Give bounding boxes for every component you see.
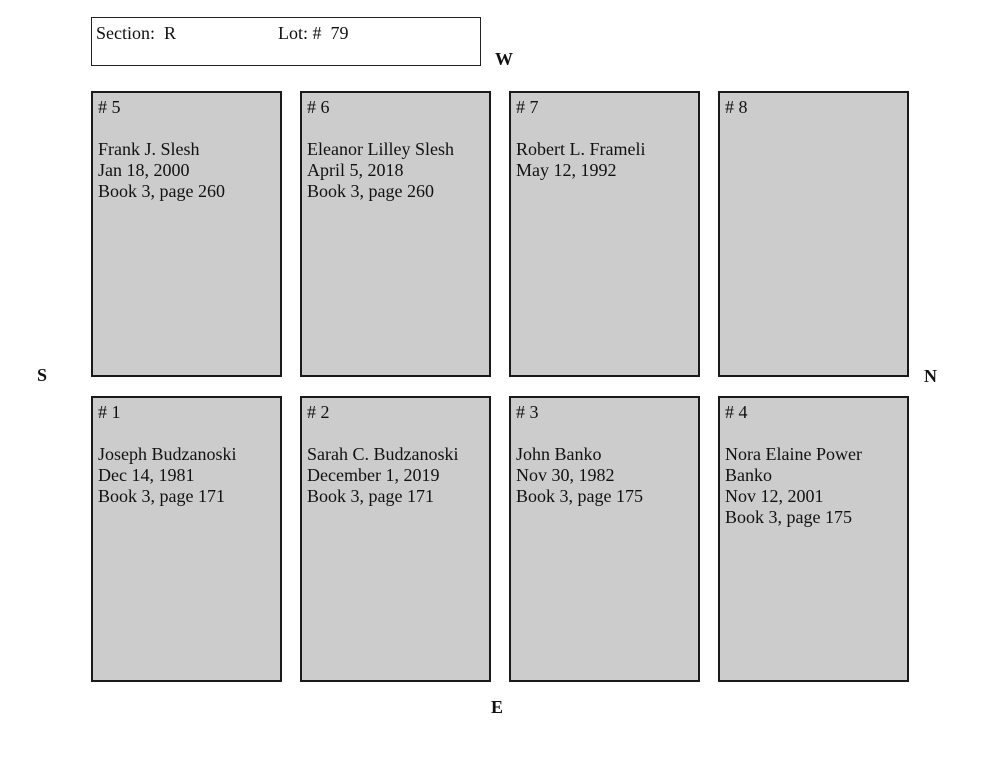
plot-number: # 1 [98,402,121,422]
plot-number: # 4 [725,402,748,422]
plot-number: # 7 [516,97,539,117]
compass-south-label: S [37,365,48,385]
plot-date: December 1, 2019 [307,465,440,485]
plot-number: # 6 [307,97,330,117]
lot-label: Lot: # 79 [278,23,349,43]
plot-book-ref: Book 3, page 175 [725,507,852,527]
plot-7[interactable] [509,91,700,377]
plot-name: John Banko [516,444,602,464]
section-label: Section: R [96,23,176,43]
plot-book-ref: Book 3, page 171 [307,486,434,506]
plot-book-ref: Book 3, page 175 [516,486,643,506]
plot-6[interactable] [300,91,491,377]
compass-north-label: N [924,366,937,386]
plot-date: April 5, 2018 [307,160,404,180]
compass-west-label: W [495,49,513,69]
plot-name-line-2: Banko [725,465,772,485]
plot-name: Frank J. Slesh [98,139,200,159]
plot-number: # 2 [307,402,330,422]
compass-east-label: E [491,697,504,717]
plot-name: Sarah C. Budzanoski [307,444,459,464]
plot-date: Nov 30, 1982 [516,465,615,485]
plot-3[interactable] [509,396,700,682]
plot-number: # 5 [98,97,121,117]
plot-8[interactable] [718,91,909,377]
plot-number: # 8 [725,97,748,117]
plot-1[interactable] [91,396,282,682]
plot-book-ref: Book 3, page 260 [307,181,434,201]
plot-date: Nov 12, 2001 [725,486,824,506]
plot-number: # 3 [516,402,539,422]
plot-date: Dec 14, 1981 [98,465,195,485]
plot-date: Jan 18, 2000 [98,160,190,180]
plot-book-ref: Book 3, page 171 [98,486,225,506]
plot-name: Eleanor Lilley Slesh [307,139,454,159]
section-lot-header [91,17,481,66]
plot-5[interactable] [91,91,282,377]
plot-2[interactable] [300,396,491,682]
plot-name: Joseph Budzanoski [98,444,237,464]
plot-name: Robert L. Frameli [516,139,646,159]
plot-name-line-1: Nora Elaine Power [725,444,862,464]
plot-date: May 12, 1992 [516,160,617,180]
plot-4[interactable] [718,396,909,682]
plot-book-ref: Book 3, page 260 [98,181,225,201]
